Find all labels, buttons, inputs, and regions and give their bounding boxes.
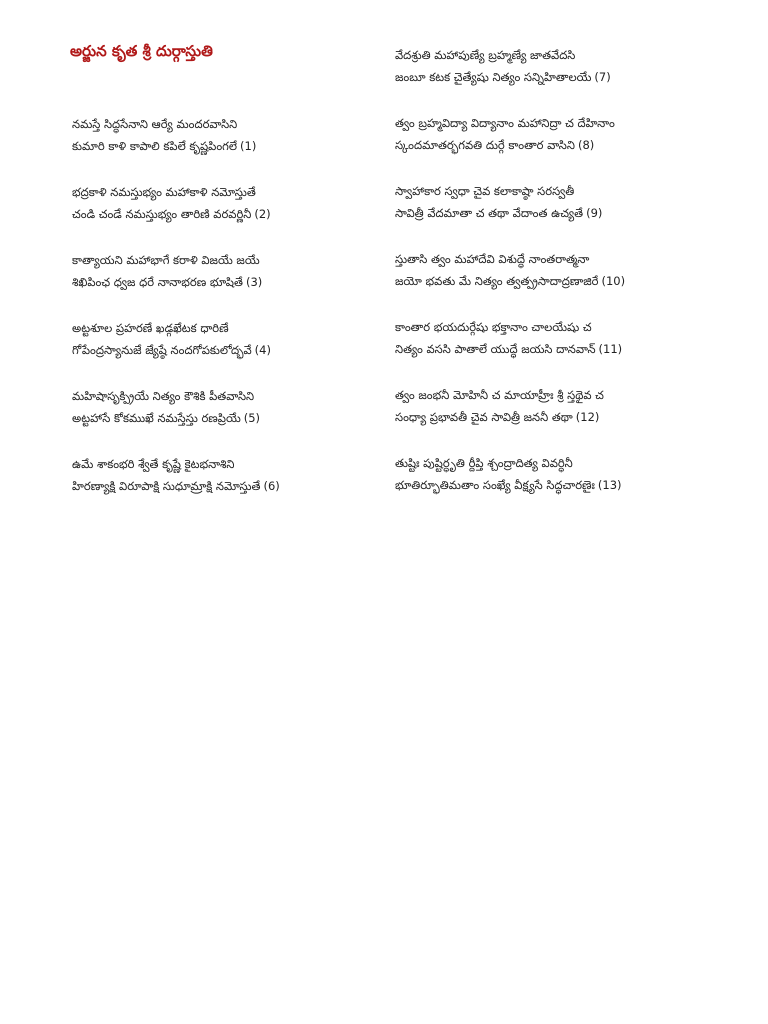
verse-line: జయో భవతు మే నిత్యం త్వత్ప్రసాదాద్రణాజిరే (10) <box>395 274 626 288</box>
verse-number: (6) <box>263 479 280 493</box>
verse-line: జంబూ కటక చైత్యేషు నిత్యం సన్నిహితాలయే (7) <box>395 70 611 84</box>
verse-line: సావిత్రీ వేదమాతా చ తథా వేదాంత ఉచ్యతే (9) <box>395 206 603 220</box>
verse-number: (5) <box>243 411 261 425</box>
left-column <box>72 113 402 521</box>
verse-line: త్వం జంభనీ మోహినీ చ మాయాహ్రీః శ్రీ స్తథైవ చ <box>395 388 604 402</box>
verse <box>72 385 402 453</box>
verse-line: సంధ్యా ప్రభావతీ చైవ సావిత్రీ జననీ తథా (12) <box>395 410 600 424</box>
verse <box>395 180 725 248</box>
verse-line: అట్టశూల ప్రహరణే ఖడ్గఖేటక ధారిణే <box>72 321 229 335</box>
verse-number: (9) <box>586 206 603 220</box>
verse-number: (2) <box>254 207 271 221</box>
verse-number: (11) <box>598 342 623 356</box>
verse-line: చండి చండే నమస్తుభ్యం తారిణి వరవర్ణినీ (2) <box>72 207 271 221</box>
verse-line: నమస్తే సిద్ధసేనాని ఆర్యే మందరవాసిని <box>72 117 238 131</box>
verse <box>72 181 402 249</box>
verse <box>395 452 725 520</box>
verse-number: (3) <box>245 275 263 289</box>
verse-line: ఉమే శాకంభరి శ్వేతే కృష్ణే కైటభనాశిని <box>72 457 235 471</box>
page-title: అర్జున కృత శ్రీ దుర్గాస్తుతి <box>70 42 213 60</box>
verse-line: గోపేంద్రస్యానుజే జ్యేష్ఠే నందగోపకులోద్భవే (4) <box>72 343 271 357</box>
verse <box>395 384 725 452</box>
verse-line: తుష్టిః పుష్టిర్ధృతి ర్దీప్తి శ్చంద్రాదిత్య వివర్ధినీ <box>395 456 573 470</box>
verse-line: కాత్యాయని మహాభాగే కరాళి విజయే జయే <box>72 253 260 267</box>
verse-line: మహిషాసృక్ప్రియే నిత్యం కౌశికి పీతవాసిని <box>72 389 255 403</box>
verse <box>395 316 725 384</box>
right-column <box>395 44 725 520</box>
verse-number: (10) <box>601 274 626 288</box>
verse-line: నిత్యం వససి పాతాలే యుద్ధే జయసి దానవాన్ (11) <box>395 342 623 356</box>
verse-line: స్తుతాసి త్వం మహాదేవి విశుద్ధే నాంతరాత్మనా <box>395 252 590 266</box>
verse-number: (12) <box>575 410 600 424</box>
verse-line: భద్రకాళి నమస్తుభ్యం మహాకాళి నమోస్తుతే <box>72 185 256 199</box>
verse <box>395 112 725 180</box>
verse-number: (8) <box>577 138 595 152</box>
verse-line: వేదశ్రుతి మహాపుణ్యే బ్రహ్మణ్యే జాతవేదసి <box>395 48 576 62</box>
verse-line: కుమారి కాళి కాపాలి కపిలే కృష్ణపింగలే (1) <box>72 139 257 153</box>
verse-line: కాంతార భయదుర్గేషు భక్తానాం చాలయేషు చ <box>395 320 592 334</box>
verse-line: త్వం బ్రహ్మవిద్యా విద్యానాం మహానిద్రా చ దేహినాం <box>395 116 615 130</box>
verse-line: శిఖిపింఛ ధ్వజ ధరే నానాభరణ భూషితే (3) <box>72 275 263 289</box>
verse-number: (4) <box>254 343 271 357</box>
verse-number: (7) <box>594 70 611 84</box>
verse-number: (13) <box>597 478 622 492</box>
verse-line: హిరణ్యాక్షి విరూపాక్షి సుధూమ్రాక్షి నమోస్తుతే (6) <box>72 479 280 493</box>
verse-line: స్కందమాతర్భగవతి దుర్గే కాంతార వాసిని (8) <box>395 138 595 152</box>
verse <box>72 317 402 385</box>
verse <box>72 249 402 317</box>
verse-line: స్వాహాకార స్వధా చైవ కలాకాష్ఠా సరస్వతీ <box>395 184 575 198</box>
verse-line: అట్టహాసే కోకముఖే నమస్తేస్తు రణప్రియే (5) <box>72 411 261 425</box>
verse <box>395 44 725 112</box>
verse <box>72 453 402 521</box>
verse <box>395 248 725 316</box>
verse-line: భూతిర్భూతిమతాం సంఖ్యే వీక్ష్యసే సిద్ధచారణైః (13) <box>395 478 622 492</box>
verse <box>72 113 402 181</box>
verse-number: (1) <box>240 139 257 153</box>
